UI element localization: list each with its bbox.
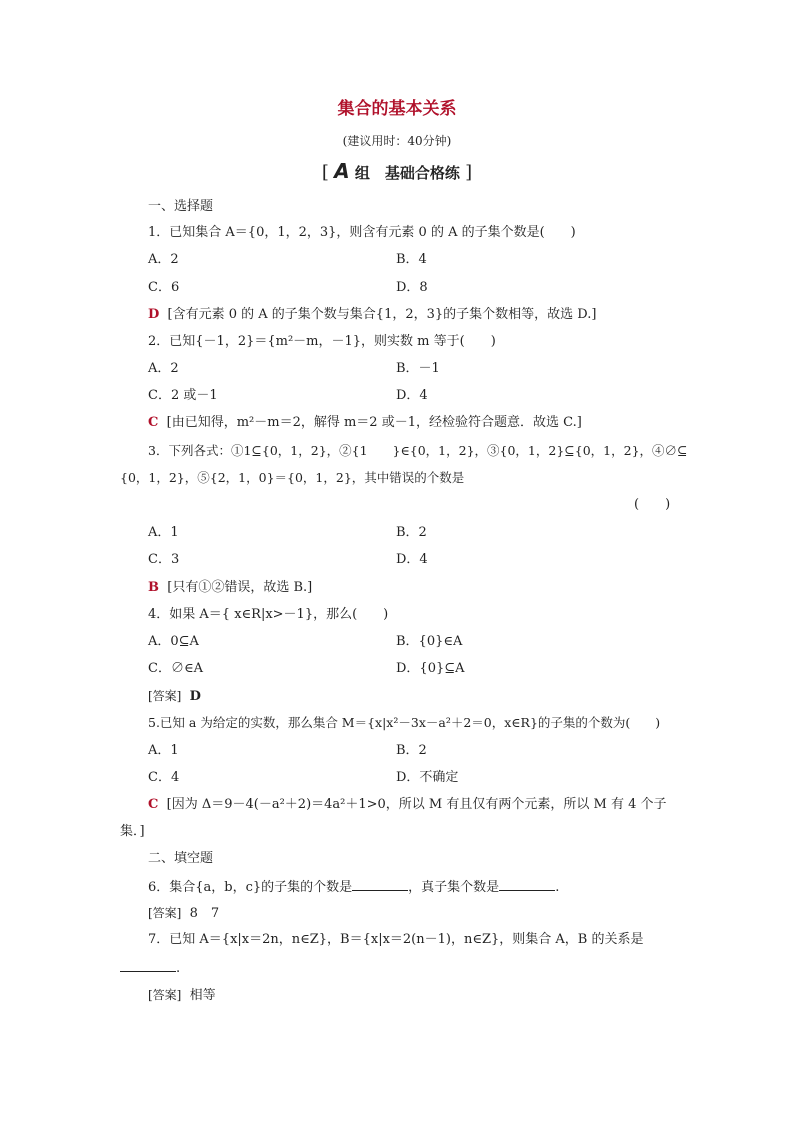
answer-value: 相等	[189, 988, 216, 1003]
option-a: A．1	[148, 525, 179, 540]
group-heading	[0, 159, 794, 183]
group-letter: A	[334, 159, 350, 183]
option-a: A．2	[148, 252, 179, 267]
answer-value: D	[189, 689, 201, 704]
answer-line	[148, 688, 201, 705]
answer-key: C	[148, 797, 159, 812]
group-label: 组 基础合格练	[354, 164, 460, 182]
answer-paren: ( )	[634, 497, 671, 512]
question-stem-cont	[120, 959, 180, 977]
stem-part: ，真子集个数是	[408, 880, 500, 895]
answer-explanation	[148, 415, 582, 431]
option-b: B．－1	[396, 361, 440, 376]
option-b: B．2	[396, 525, 427, 540]
answer-value: 8 7	[189, 906, 220, 921]
answer-key: C	[148, 415, 159, 430]
option-a: A．1	[148, 743, 179, 758]
option-d: D．8	[396, 280, 428, 295]
question-stem: 1．已知集合 A＝{0，1，2，3}，则含有元素 0 的 A 的子集个数是( )	[148, 225, 576, 240]
question-stem-cont: {0，1，2}，⑤{2，1，0}＝{0，1，2}，其中错误的个数是	[120, 470, 465, 485]
explanation-text-cont: 集．]	[120, 824, 145, 839]
explanation-text: [由已知得，m²－m＝2，解得 m＝2 或－1，经检验符合题意．故选 C.]	[166, 415, 582, 430]
option-c: C．∅∈A	[148, 661, 203, 676]
option-b: B．4	[396, 252, 427, 267]
question-stem: 2．已知{－1，2}＝{m²－m，－1}，则实数 m 等于( )	[148, 334, 496, 349]
option-c: C．6	[148, 280, 180, 295]
stem-part: .	[176, 961, 181, 976]
explanation-text: [只有①②错误，故选 B.]	[167, 580, 313, 595]
answer-label: [答案]	[148, 689, 182, 703]
option-d: D．4	[396, 552, 428, 567]
option-d: D．4	[396, 388, 428, 403]
explanation-text: [含有元素 0 的 A 的子集个数与集合{1，2，3}的子集个数相等，故选 D.]	[167, 307, 597, 322]
time-hint: (建议用时：40分钟)	[342, 134, 452, 148]
stem-part: 6．集合{a，b，c}的子集的个数是	[148, 880, 353, 895]
option-d: D．{0}⊆A	[396, 661, 465, 676]
stem-part: .	[555, 880, 560, 895]
fill-blank[interactable]	[352, 878, 408, 891]
question-stem: 3．下列各式：①1⊆{0，1，2}，②{1 }∈{0，1，2}，③{0，1，2}⊆{0，1，2}，④∅⊆	[148, 443, 688, 458]
answer-key: D	[148, 307, 160, 322]
question-stem: 5.已知 a 为给定的实数，那么集合 M＝{x|x²－3x－a²＋2＝0，x∈R}的子集的个数为( )	[148, 715, 661, 730]
section-heading: 一、选择题	[148, 199, 214, 214]
answer-line	[148, 905, 219, 922]
bracket-left: [	[321, 162, 329, 183]
option-a: A．0⊆A	[148, 634, 199, 649]
option-c: C．3	[148, 552, 180, 567]
option-a: A．2	[148, 361, 179, 376]
answer-label: [答案]	[148, 988, 182, 1002]
explanation-text: [因为 Δ＝9－4(－a²＋2)＝4a²＋1>0，所以 M 有且仅有两个元素，所以 M 有 4 个子	[166, 797, 667, 812]
fill-blank[interactable]	[499, 878, 555, 891]
option-b: B．{0}∈A	[396, 634, 463, 649]
fill-blank[interactable]	[120, 959, 176, 972]
answer-label: [答案]	[148, 906, 182, 920]
bracket-right: ]	[465, 162, 473, 183]
page-title: 集合的基本关系	[337, 99, 457, 119]
option-c: C．4	[148, 770, 180, 785]
answer-line	[148, 987, 216, 1004]
question-stem: 4．如果 A＝{ x∈R|x>－1}，那么( )	[148, 607, 389, 622]
option-c: C．2 或－1	[148, 388, 218, 403]
question-stem	[148, 878, 559, 896]
answer-explanation	[148, 797, 667, 813]
answer-explanation	[148, 580, 312, 596]
option-d: D．不确定	[396, 770, 459, 785]
answer-explanation	[148, 307, 596, 323]
answer-key: B	[148, 580, 159, 595]
question-stem: 7．已知 A＝{x|x＝2n，n∈Z}，B＝{x|x＝2(n－1)，n∈Z}，则集合 A，B 的关系是	[148, 932, 644, 947]
option-b: B．2	[396, 743, 427, 758]
section-heading: 二、填空题	[148, 851, 214, 866]
